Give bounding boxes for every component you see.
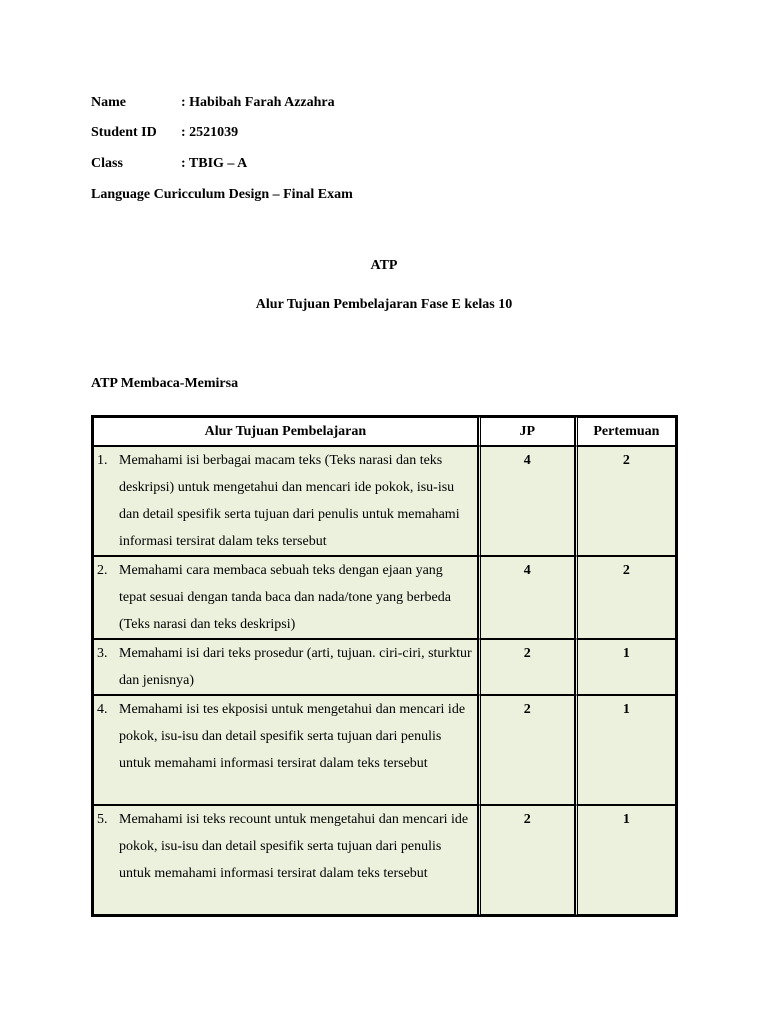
student-id-value: : 2521039 bbox=[181, 125, 239, 140]
header-meeting: Pertemuan bbox=[575, 417, 676, 446]
atp-table bbox=[91, 415, 678, 917]
page-title: ATP bbox=[370, 258, 398, 273]
row-number: 3. bbox=[97, 646, 108, 661]
goal-text: Memahami isi teks recount untuk mengetahui dan mencari ide pokok, isu-isu dan detail spesifik serta tujuan dari penulis untuk memahami informasi tersirat dalam teks tersebut bbox=[119, 812, 469, 881]
section-title: ATP Membaca-Memirsa bbox=[91, 376, 239, 391]
goal-cell bbox=[93, 639, 478, 695]
page-subtitle: Alur Tujuan Pembelajaran Fase E kelas 10 bbox=[255, 297, 513, 312]
row-number: 1. bbox=[97, 453, 108, 468]
course-line: Language Curicculum Design – Final Exam bbox=[91, 187, 353, 202]
table-row bbox=[93, 805, 676, 915]
jp-cell: 2 bbox=[478, 639, 575, 695]
jp-cell: 4 bbox=[478, 556, 575, 639]
row-number: 5. bbox=[97, 812, 108, 827]
name-line bbox=[91, 94, 335, 112]
meeting-cell: 1 bbox=[575, 805, 676, 915]
meeting-cell: 1 bbox=[575, 695, 676, 805]
header-goal: Alur Tujuan Pembelajaran bbox=[93, 417, 478, 446]
class-line bbox=[91, 155, 247, 173]
goal-cell bbox=[93, 695, 478, 805]
table-row bbox=[93, 446, 676, 556]
table-row bbox=[93, 639, 676, 695]
header-jp: JP bbox=[478, 417, 575, 446]
meeting-cell: 2 bbox=[575, 446, 676, 556]
class-label: Class bbox=[91, 156, 123, 171]
table-row bbox=[93, 695, 676, 805]
name-label: Name bbox=[91, 95, 126, 110]
goal-text: Memahami isi dari teks prosedur (arti, tujuan. ciri-ciri, sturktur dan jenisnya) bbox=[119, 646, 472, 688]
goal-cell bbox=[93, 556, 478, 639]
goal-text: Memahami cara membaca sebuah teks dengan ejaan yang tepat sesuai dengan tanda baca dan nada/tone yang berbeda (Teks narasi dan teks deskripsi) bbox=[119, 563, 451, 632]
class-value: : TBIG – A bbox=[181, 156, 248, 171]
table-row bbox=[93, 556, 676, 639]
student-id-line bbox=[91, 124, 238, 142]
goal-cell bbox=[93, 805, 478, 915]
jp-cell: 2 bbox=[478, 805, 575, 915]
row-number: 2. bbox=[97, 563, 108, 578]
jp-cell: 2 bbox=[478, 695, 575, 805]
goal-cell bbox=[93, 446, 478, 556]
table-header-row bbox=[93, 417, 676, 446]
student-id-label: Student ID bbox=[91, 125, 157, 140]
meeting-cell: 1 bbox=[575, 639, 676, 695]
jp-cell: 4 bbox=[478, 446, 575, 556]
row-number: 4. bbox=[97, 702, 108, 717]
goal-text: Memahami isi berbagai macam teks (Teks narasi dan teks deskripsi) untuk mengetahui dan mencari ide pokok, isu-isu dan detail spesifik serta tujuan dari penulis untuk memahami informasi tersirat dalam teks tersebut bbox=[119, 453, 460, 549]
goal-text: Memahami isi tes ekposisi untuk mengetahui dan mencari ide pokok, isu-isu dan detail spesifik serta tujuan dari penulis untuk memahami informasi tersirat dalam teks tersebut bbox=[119, 702, 466, 771]
meeting-cell: 2 bbox=[575, 556, 676, 639]
name-value: : Habibah Farah Azzahra bbox=[181, 95, 335, 110]
